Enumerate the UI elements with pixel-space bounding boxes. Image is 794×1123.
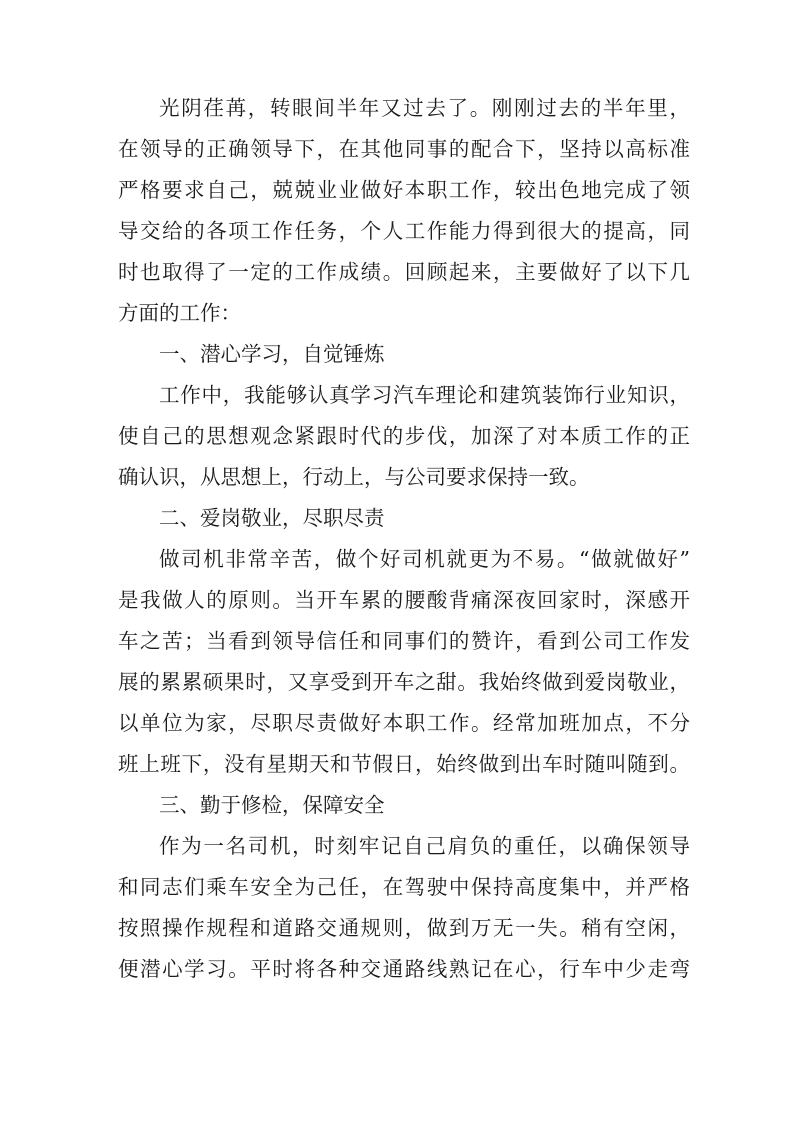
text-line: 班上班下，没有星期天和节假日，始终做到出车时随叫随到。 — [118, 752, 690, 776]
section-paragraph-2 — [118, 539, 690, 785]
text-line: 按照操作规程和道路交通规则，做到万无一失。稍有空闲， — [118, 916, 690, 940]
text-line: 使自己的思想观念紧跟时代的步伐，加深了对本质工作的正 — [118, 424, 690, 448]
text-line: 工作中，我能够认真学习汽车理论和建筑装饰行业知识， — [159, 383, 690, 407]
text-line: 车之苦；当看到领导信任和同事们的赞许，看到公司工作发 — [118, 629, 690, 653]
text-line: 以单位为家，尽职尽责做好本职工作。经常加班加点，不分 — [118, 711, 690, 735]
text-line: 在领导的正确领导下，在其他同事的配合下，坚持以高标准 — [118, 137, 690, 161]
section-heading: 一、潜心学习，自觉锤炼 — [159, 342, 385, 366]
section-heading-1 — [118, 334, 690, 375]
section-heading-3 — [118, 785, 690, 826]
text-line: 导交给的各项工作任务，个人工作能力得到很大的提高，同 — [118, 219, 690, 243]
text-line: 确认识，从思想上，行动上，与公司要求保持一致。 — [118, 465, 590, 489]
text-line: 是我做人的原则。当开车累的腰酸背痛深夜回家时，深感开 — [118, 588, 690, 612]
section-paragraph-3 — [118, 826, 690, 990]
section-heading: 二、爱岗敬业，尽职尽责 — [159, 506, 385, 530]
text-line: 展的累累硕果时，又享受到开车之甜。我始终做到爱岗敬业， — [118, 670, 690, 694]
text-line: 作为一名司机，时刻牢记自己肩负的重任，以确保领导 — [159, 834, 690, 858]
text-line: 便潜心学习。平时将各种交通路线熟记在心，行车中少走弯 — [118, 957, 690, 981]
text-line: 做司机非常辛苦，做个好司机就更为不易。“做就做好” — [159, 547, 690, 571]
text-line: 方面的工作： — [118, 301, 241, 325]
section-paragraph-1 — [118, 375, 690, 498]
text-line: 和同志们乘车安全为己任，在驾驶中保持高度集中，并严格 — [118, 875, 690, 899]
document-body — [118, 88, 690, 990]
text-line: 光阴荏苒，转眼间半年又过去了。刚刚过去的半年里， — [159, 96, 690, 120]
text-line: 时也取得了一定的工作成绩。回顾起来，主要做好了以下几 — [118, 260, 690, 284]
section-heading-2 — [118, 498, 690, 539]
section-heading: 三、勤于修检，保障安全 — [159, 793, 385, 817]
intro-paragraph — [118, 88, 690, 334]
text-line: 严格要求自己，兢兢业业做好本职工作，较出色地完成了领 — [118, 178, 690, 202]
